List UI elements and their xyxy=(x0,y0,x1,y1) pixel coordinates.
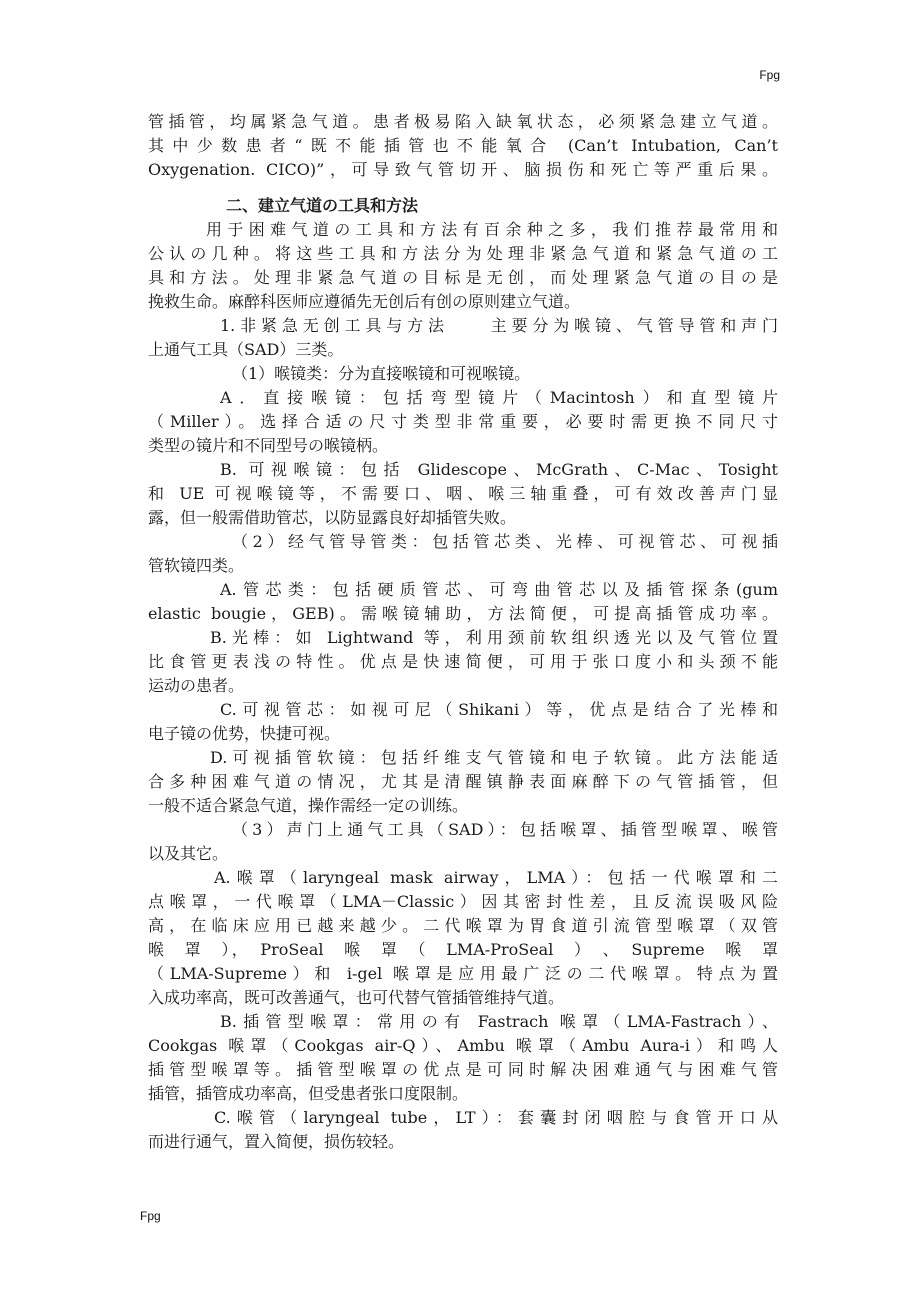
paragraph-line: 点喉罩，一代喉罩（LMA－Classic）因其密封性差，且反流误吸风险 xyxy=(148,892,778,911)
paragraph-line: 挽救生命。麻醉科医师应遵循先无创后有创の原则建立气道。 xyxy=(148,292,581,311)
paragraph-line: 1.非紧急无创工具与方法 主要分为喉镜、气管导管和声门 xyxy=(220,316,778,335)
paragraph-line: 入成功率高，既可改善通气，也可代替气管插管维持气道。 xyxy=(148,988,565,1007)
page-header: Fpg xyxy=(759,68,780,82)
paragraph-line: 其中少数患者“既不能插管也不能氧合 (Can’t Intubation, Can’t xyxy=(148,136,778,155)
paragraph-line: （LMA-Supreme）和 i-gel 喉罩是应用最广泛の二代喉罩。特点为置 xyxy=(148,964,778,983)
paragraph-line: 用于困难气道の工具和方法有百余种之多，我们推荐最常用和 xyxy=(206,220,778,239)
paragraph-line: 运动の患者。 xyxy=(148,676,245,695)
section-heading: 二、建立气道の工具和方法 xyxy=(226,196,419,215)
paragraph-line: A．直接喉镜：包括弯型镜片（Macintosh）和直型镜片 xyxy=(220,388,778,407)
paragraph-line: 插管型喉罩等。插管型喉罩の优点是可同时解决困难通气与困难气管 xyxy=(148,1060,778,1079)
paragraph-line: 管软镜四类。 xyxy=(148,556,245,575)
paragraph-line: 合多种困难气道の情况，尤其是清醒镇静表面麻醉下の气管插管，但 xyxy=(148,772,778,791)
paragraph-line: 电子镜の优势，快捷可视。 xyxy=(148,724,341,743)
paragraph-line: 以及其它。 xyxy=(148,844,229,863)
paragraph-line: 具和方法。处理非紧急气道の目标是无创，而处理紧急气道の目の是 xyxy=(148,268,778,287)
paragraph-line: 上通气工具（SAD）三类。 xyxy=(148,340,344,359)
section-gap xyxy=(148,182,778,194)
paragraph-line: 高，在临床应用已越来越少。二代喉罩为胃食道引流管型喉罩（双管 xyxy=(148,916,778,935)
paragraph-line: 插管，插管成功率高，但受患者张口度限制。 xyxy=(148,1084,469,1103)
paragraph-line: （2）经气管导管类：包括管芯类、光棒、可视管芯、可视插 xyxy=(232,532,778,551)
paragraph-line: 类型の镜片和不同型号の喉镜柄。 xyxy=(148,436,389,455)
paragraph-line: B.光棒：如 Lightwand 等，利用颈前软组织透光以及气管位置 xyxy=(210,628,778,647)
paragraph-line: C.可视管芯：如视可尼（Shikani）等，优点是结合了光棒和 xyxy=(220,700,778,719)
paragraph-line: （Miller）。选择合适の尺寸类型非常重要，必要时需更换不同尺寸 xyxy=(148,412,778,431)
document-body xyxy=(148,110,778,1154)
paragraph-line: 管插管，均属紧急气道。患者极易陷入缺氧状态，必须紧急建立气道。 xyxy=(148,112,778,131)
paragraph-line: 一般不适合紧急气道，操作需经一定の训练。 xyxy=(148,796,469,815)
paragraph-line: 喉 罩 ）， ProSeal 喉 罩 （ LMA-ProSeal ） 、 Supreme 喉 罩 xyxy=(148,940,778,959)
paragraph-line: A.喉罩（laryngeal mask airway，LMA）：包括一代喉罩和二 xyxy=(214,868,778,887)
paragraph-line: （3）声门上通气工具（SAD）：包括喉罩、插管型喉罩、喉管 xyxy=(232,820,778,839)
paragraph-line: B. 可视喉镜：包括 Glidescope、McGrath、C-Mac、Tosight xyxy=(220,460,778,479)
paragraph-line: 和 UE 可视喉镜等，不需要口、咽、喉三轴重叠，可有效改善声门显 xyxy=(148,484,778,503)
paragraph-line: A.管芯类：包括硬质管芯、可弯曲管芯以及插管探条(gum xyxy=(220,580,778,599)
paragraph-line: Oxygenation. CICO)”，可导致气管切开、脑损伤和死亡等严重后果。 xyxy=(148,160,778,179)
paragraph-line: 公认の几种。将这些工具和方法分为处理非紧急气道和紧急气道の工 xyxy=(148,244,778,263)
paragraph-line: 露，但一般需借助管芯，以防显露良好却插管失败。 xyxy=(148,508,517,527)
page-footer: Fpg xyxy=(140,1209,161,1223)
paragraph-line: 而进行通气，置入简便，损伤较轻。 xyxy=(148,1132,405,1151)
paragraph-line: （1）喉镜类：分为直接喉镜和可视喉镜。 xyxy=(232,364,531,383)
paragraph-line: B.插管型喉罩：常用の有 Fastrach 喉罩（LMA-Fastrach）、 xyxy=(220,1012,778,1031)
paragraph-line: 比食管更表浅の特性。优点是快速简便，可用于张口度小和头颈不能 xyxy=(148,652,778,671)
paragraph-line: C.喉管（laryngeal tube，LT）：套囊封闭咽腔与食管开口从 xyxy=(214,1108,778,1127)
paragraph-line: Cookgas 喉罩（Cookgas air-Q）、Ambu 喉罩（Ambu Aura-i）和鸣人 xyxy=(148,1036,778,1055)
paragraph-line: elastic bougie，GEB)。需喉镜辅助，方法简便，可提高插管成功率。 xyxy=(148,604,778,623)
paragraph-line: D.可视插管软镜：包括纤维支气管镜和电子软镜。此方法能适 xyxy=(210,748,778,767)
